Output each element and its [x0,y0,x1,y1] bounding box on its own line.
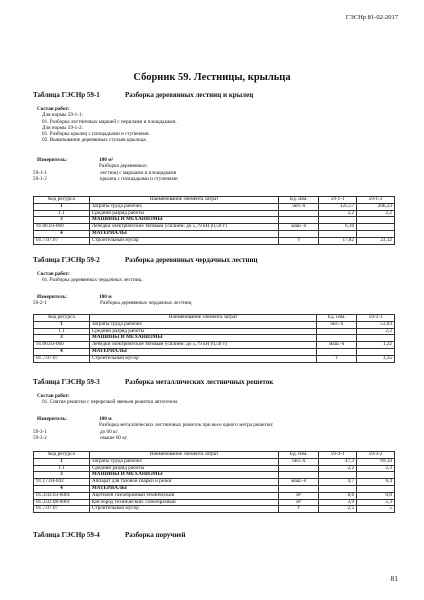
sub-code: 59-2-1 [33,300,47,307]
work-line: Для нормы 59-1-2: [42,124,84,131]
table-row: 01.3.02.08-0001 Кислород технический: газообразный м³ 3,9 5,3 [34,499,395,506]
sub-text: крылец с площадками и ступенями [100,175,178,182]
table-59-3-heading [33,378,273,386]
meter-desc: Разборка деревянных: [99,163,148,170]
table-59-1-heading [33,91,253,99]
table-row: 1.1 Средний разряд работы 2,2 2,3 [34,465,395,472]
table-name: Разборка деревянных лестниц и крылец [125,91,254,99]
meter-value: 100 м [99,416,112,422]
table-name: Разборка деревянных чердачных лестниц [125,256,258,264]
table-row: 1.1 Средний разряд работы 2,2 2,2 [34,210,395,217]
col-header: Ед. изм. [317,315,357,322]
work-label: Состав работ: [37,106,70,112]
work-composition-59-3 [33,393,395,406]
sub-text: лестниц с маршами и площадками [100,169,177,176]
table-row: 4 МАТЕРИАЛЫ [34,230,395,237]
sub-code: 59-3-1 [33,428,47,435]
table-row: 01.7.07.07 Строительный мусор т 2,5 5 [34,506,395,513]
table-row: 1 Затраты труда рабочих чел.-ч 53,83 [34,321,395,328]
table-code: Таблица ГЭСНр 59-3 [33,378,100,386]
meter-label: Измеритель: [37,294,67,300]
col-header: Код ресурса [34,452,90,459]
page-number: 81 [390,574,398,583]
measure-59-2 [33,294,395,307]
table-row: 01.3.02.03-0001 Ацетилен газообразный технический м³ 0,6 0,8 [34,492,395,499]
table-name: Разборка поручней [125,531,186,539]
table-row: 01.7.07.07 Строительный мусор т 17,82 23,12 [34,237,395,244]
meter-desc: Разборка металлических лестничных решеток при весе одного метра решетки: [99,422,274,429]
table-header-row [34,452,395,459]
table-row: 3 МАШИНЫ И МЕХАНИЗМЫ [34,217,395,224]
table-code: Таблица ГЭСНр 59-2 [33,256,100,264]
col-header: 59-3-1 [319,452,357,459]
table-row: 1 Затраты труда рабочих чел.-ч 125,57 206,23 [34,203,395,210]
work-line: Для нормы 59-1-1: [42,112,84,119]
work-line: 02. Выкапывание деревянных стульев крыльца. [42,137,147,144]
work-line: 01. Снятие решетки с перерезкой звеньев решетки автогеном. [42,399,179,406]
col-header: Наименование элемента затрат [89,197,279,204]
col-header: Наименование элемента затрат [89,315,316,322]
work-composition-59-2 [33,271,395,284]
table-59-2-heading [33,256,258,264]
collection-title: Сборник 59. Лестницы, крыльца [133,72,291,83]
table-code: Таблица ГЭСНр 59-1 [33,91,100,99]
table-row: 4 МАТЕРИАЛЫ [34,485,395,492]
col-header: Наименование элемента затрат [89,452,278,459]
table-name: Разборка металлических лестничных решеток [125,378,274,386]
work-label: Состав работ: [37,271,70,277]
col-header: 59-1-1 [319,197,357,204]
work-line: 01. Разборка крылец с площадками и ступенями. [42,131,150,138]
sub-text: Разборка деревянных чердачных лестниц [100,300,192,307]
sub-code: 59-3-2 [33,434,47,441]
work-line: 01. Разборка лестничных маршей с перилами и площадками. [42,118,177,125]
work-label: Состав работ: [37,393,70,399]
meter-value: 100 м [99,294,112,300]
running-header: ГЭСНр 81-02-2017 [345,14,398,21]
sub-text: свыше 60 кг [100,434,127,441]
work-line: 01. Разборка деревянных чердачных лестниц. [42,277,143,284]
table-row: 01.7.07.07 Строительный мусор т 3,35 [34,355,395,362]
col-header: 59-1-2 [357,197,395,204]
work-composition-59-1 [33,106,395,144]
table-59-4-heading [33,531,186,539]
meter-label: Измеритель: [37,416,67,422]
meter-label: Измеритель: [37,157,67,163]
table-row: 4 МАТЕРИАЛЫ [34,348,395,355]
sub-text: до 60 кг [100,428,118,435]
table-row: 3 МАШИНЫ И МЕХАНИЗМЫ [34,472,395,479]
col-header: Ед. изм. [279,452,319,459]
measure-59-1 [33,157,395,182]
col-header: 59-3-2 [357,452,395,459]
resource-table-59-2 [33,314,395,363]
table-row: 3 МАШИНЫ И МЕХАНИЗМЫ [34,335,395,342]
table-row: 91.06.03-060 Лебедки электрические тяговым усилием: до 5,79 кН (0,59 т) маш.-ч 1,22 [34,342,395,349]
table-row: 1.1 Средний разряд работы 2,2 [34,328,395,335]
measure-59-3 [33,416,395,441]
col-header: Код ресурса [34,315,90,322]
sub-code: 59-1-2 [33,175,47,182]
table-code: Таблица ГЭСНр 59-4 [33,531,100,539]
table-row: 91.17.04-042 Аппарат для газовой сварки и резки маш.-ч 4,7 6,4 [34,479,395,486]
col-header: Ед. изм. [279,197,319,204]
table-row: 91.06.03-060 Лебедки электрические тяговым усилием: до 5,79 кН (0,59 т) маш.-ч 6,16 [34,224,395,231]
meter-value: 100 м² [99,157,114,163]
col-header: Код ресурса [34,197,90,204]
col-header: 59-2-1 [357,315,395,322]
resource-table-59-1 [33,196,395,245]
sub-code: 59-1-1 [33,169,47,176]
resource-table-59-3 [33,451,395,513]
table-row: 1 Затраты труда рабочих чел.-ч 47,3 69,34 [34,458,395,465]
